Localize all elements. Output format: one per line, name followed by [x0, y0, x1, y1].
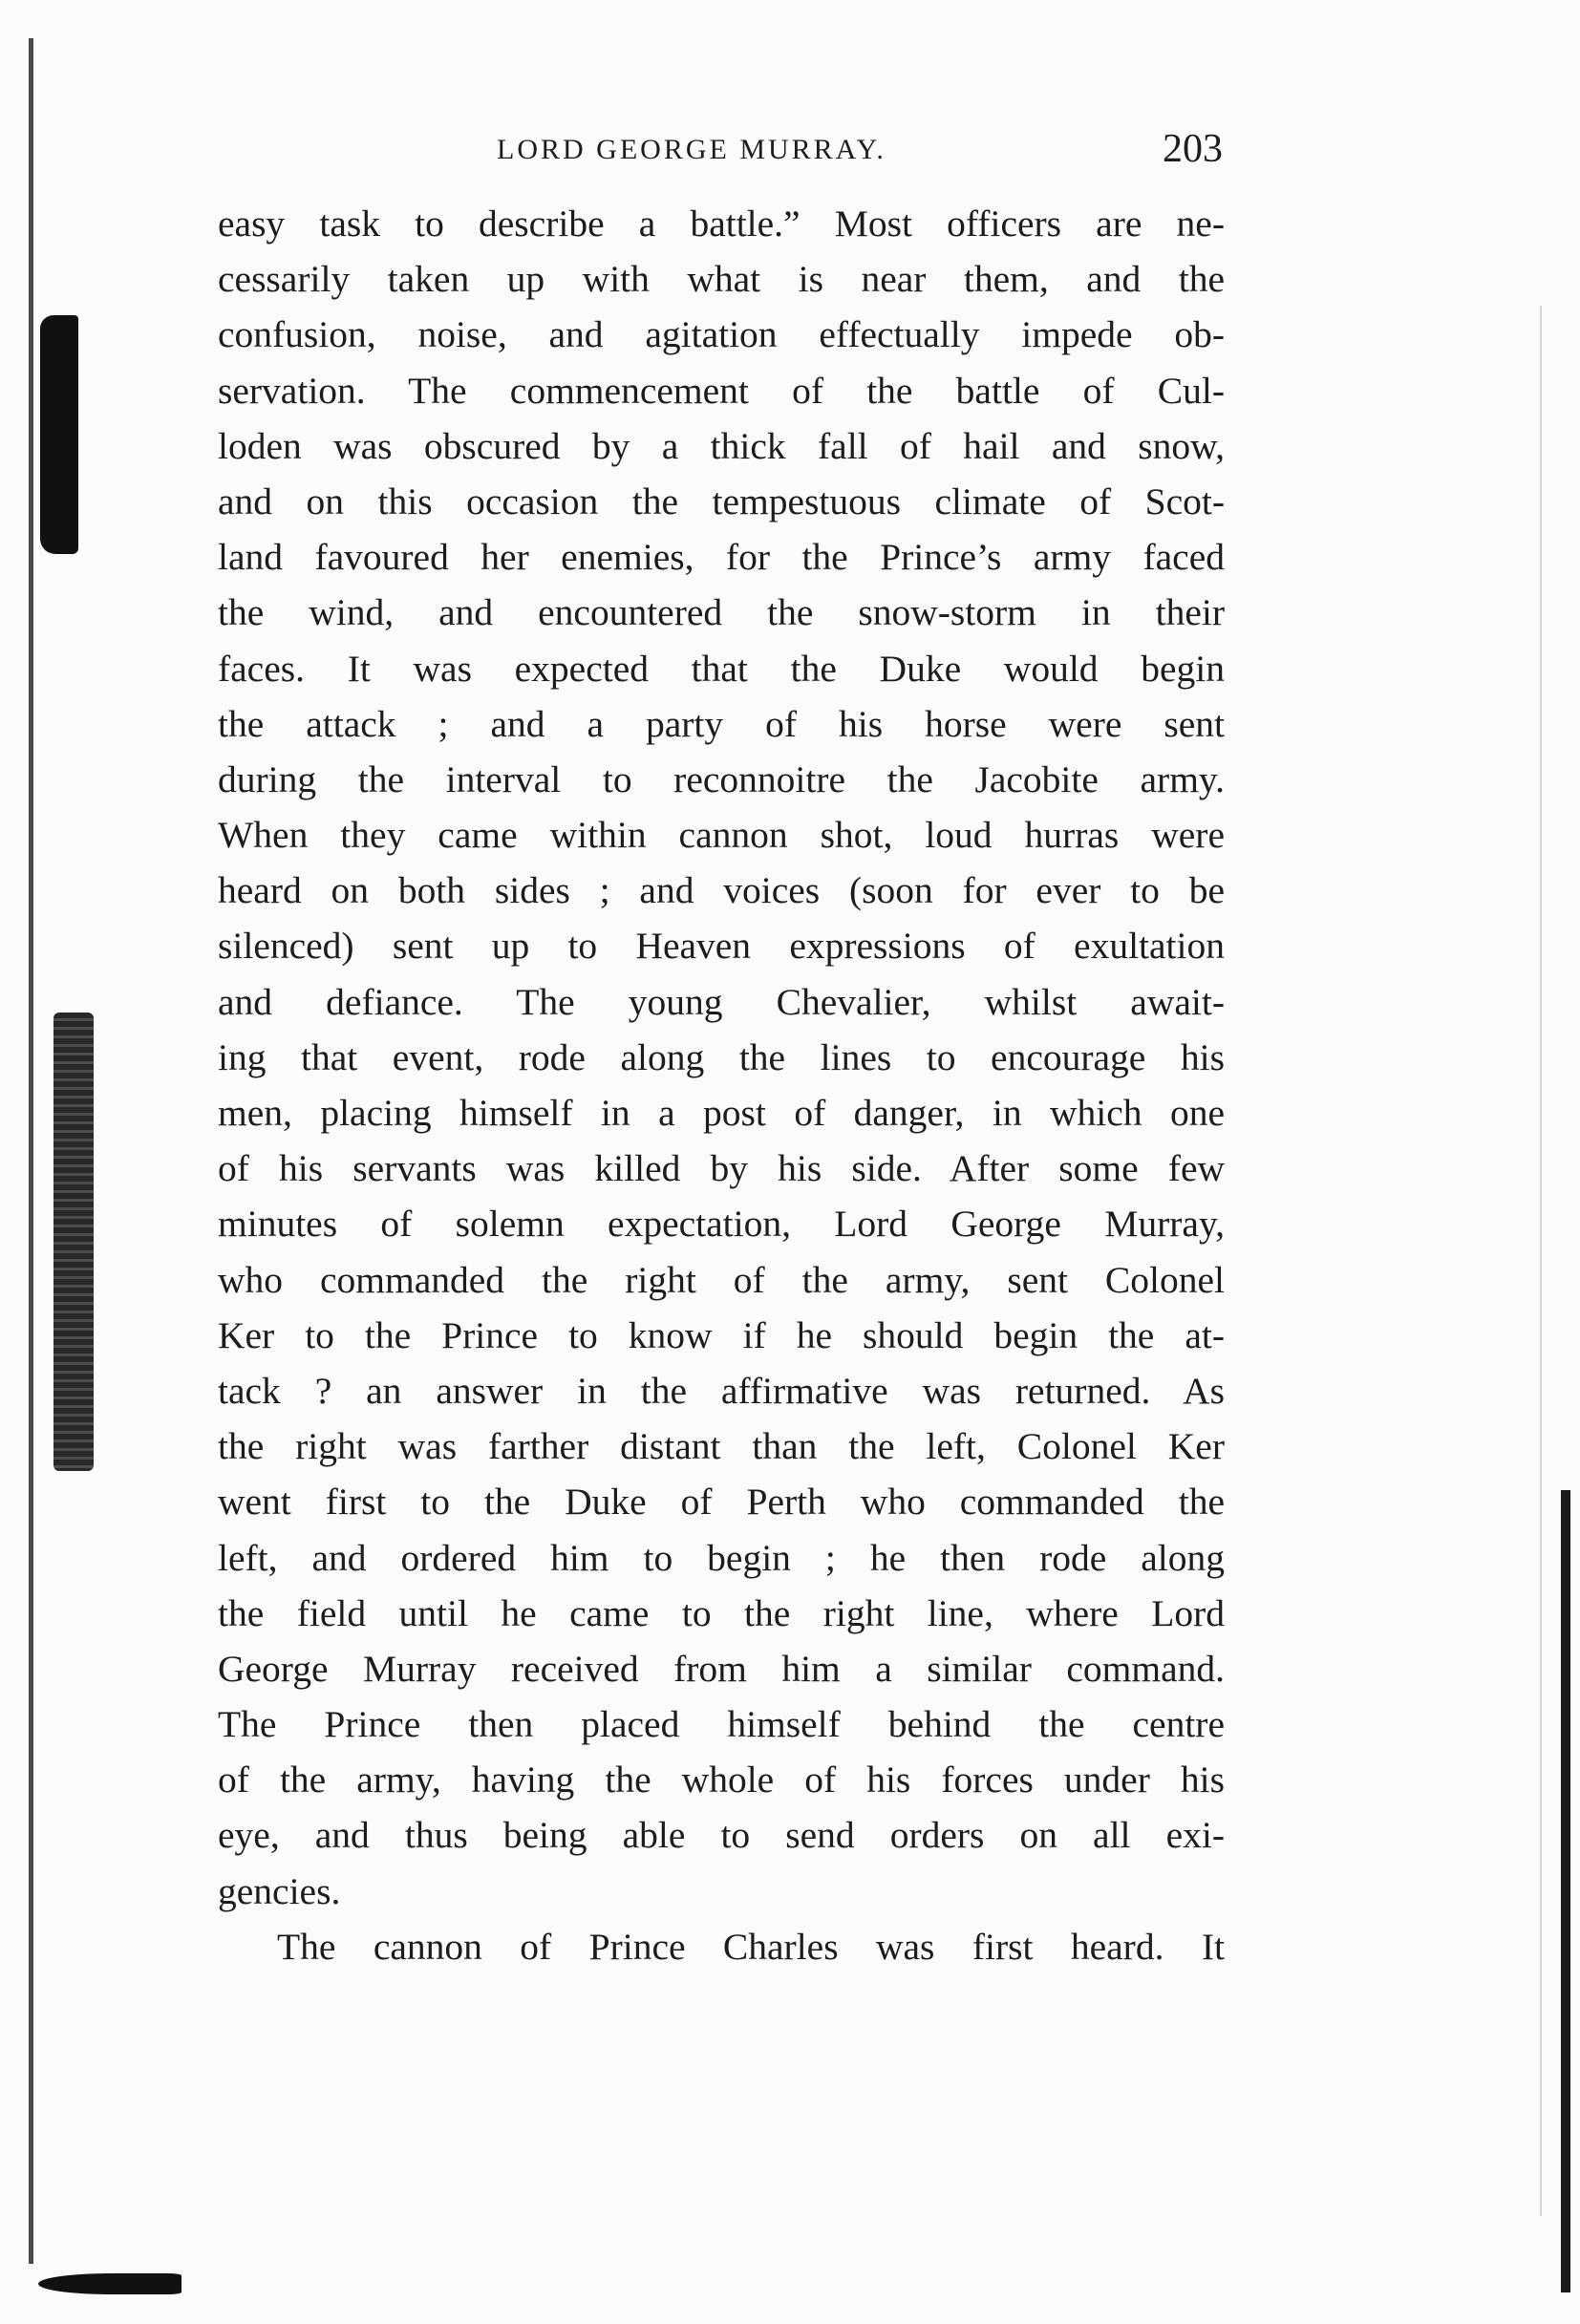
scan-edge-right	[1561, 1490, 1570, 2292]
text-line: silenced) sent up to Heaven expressions of exultation	[218, 925, 1225, 968]
scan-blot-top	[40, 315, 78, 554]
text-line: during the interval to reconnoitre the Jacobite army.	[218, 757, 1225, 800]
page-number: 203	[1163, 127, 1223, 171]
paragraph-first-line: The cannon of Prince Charles was first heard. It	[277, 1925, 1225, 1968]
text-line: ing that event, rode along the lines to encourage his	[218, 1035, 1225, 1078]
text-line: land favoured her enemies, for the Prince’s army faced	[218, 536, 1225, 579]
running-head: LORD GEORGE MURRAY.	[497, 134, 886, 165]
body-text	[218, 196, 1225, 1974]
text-line: the field until he came to the right line, where Lord	[218, 1591, 1225, 1634]
text-line: the wind, and encountered the snow-storm in their	[218, 591, 1225, 634]
text-line: men, placing himself in a post of danger, in which one	[218, 1092, 1225, 1134]
text-line: Ker to the Prince to know if he should begin the at-	[218, 1313, 1225, 1356]
text-line: the right was farther distant than the left, Colonel Ker	[218, 1425, 1225, 1468]
text-line: The Prince then placed himself behind the centre	[218, 1703, 1225, 1746]
text-line: of his servants was killed by his side. After some few	[218, 1147, 1225, 1190]
scan-blot-middle	[53, 1013, 94, 1471]
text-line: left, and ordered him to begin ; he then rode along	[218, 1536, 1225, 1579]
text-line: loden was obscured by a thick fall of hail and snow,	[218, 424, 1225, 467]
text-line: confusion, noise, and agitation effectually impede ob-	[218, 313, 1225, 356]
scan-edge-left	[29, 38, 33, 2264]
text-line: George Murray received from him a similar command.	[218, 1647, 1225, 1690]
text-line: heard on both sides ; and voices (soon for ever to be	[218, 869, 1225, 912]
text-line: and defiance. The young Chevalier, whilst await-	[218, 980, 1225, 1023]
text-line: eye, and thus being able to send orders on all exi-	[218, 1814, 1225, 1857]
text-line: went first to the Duke of Perth who commanded the	[218, 1481, 1225, 1524]
text-line: minutes of solemn expectation, Lord George Murray,	[218, 1203, 1225, 1246]
text-line: who commanded the right of the army, sent Colonel	[218, 1258, 1225, 1301]
page-header	[220, 126, 1223, 183]
text-line: tack ? an answer in the affirmative was returned. As	[218, 1369, 1225, 1412]
text-line: servation. The commencement of the battle of Cul-	[218, 369, 1225, 412]
scan-blot-bottom	[38, 2273, 181, 2294]
text-line: easy task to describe a battle.” Most officers are ne-	[218, 203, 1225, 245]
scan-gutter-line	[1540, 306, 1542, 2216]
text-line: and on this occasion the tempestuous climate of Scot-	[218, 480, 1225, 522]
text-line: of the army, having the whole of his forces under his	[218, 1759, 1225, 1802]
text-line: the attack ; and a party of his horse were sent	[218, 702, 1225, 745]
text-line: When they came within cannon shot, loud hurras were	[218, 814, 1225, 857]
text-line: faces. It was expected that the Duke would begin	[218, 647, 1225, 690]
text-line: cessarily taken up with what is near them, and the	[218, 258, 1225, 301]
text-line: gencies.	[218, 1869, 341, 1912]
